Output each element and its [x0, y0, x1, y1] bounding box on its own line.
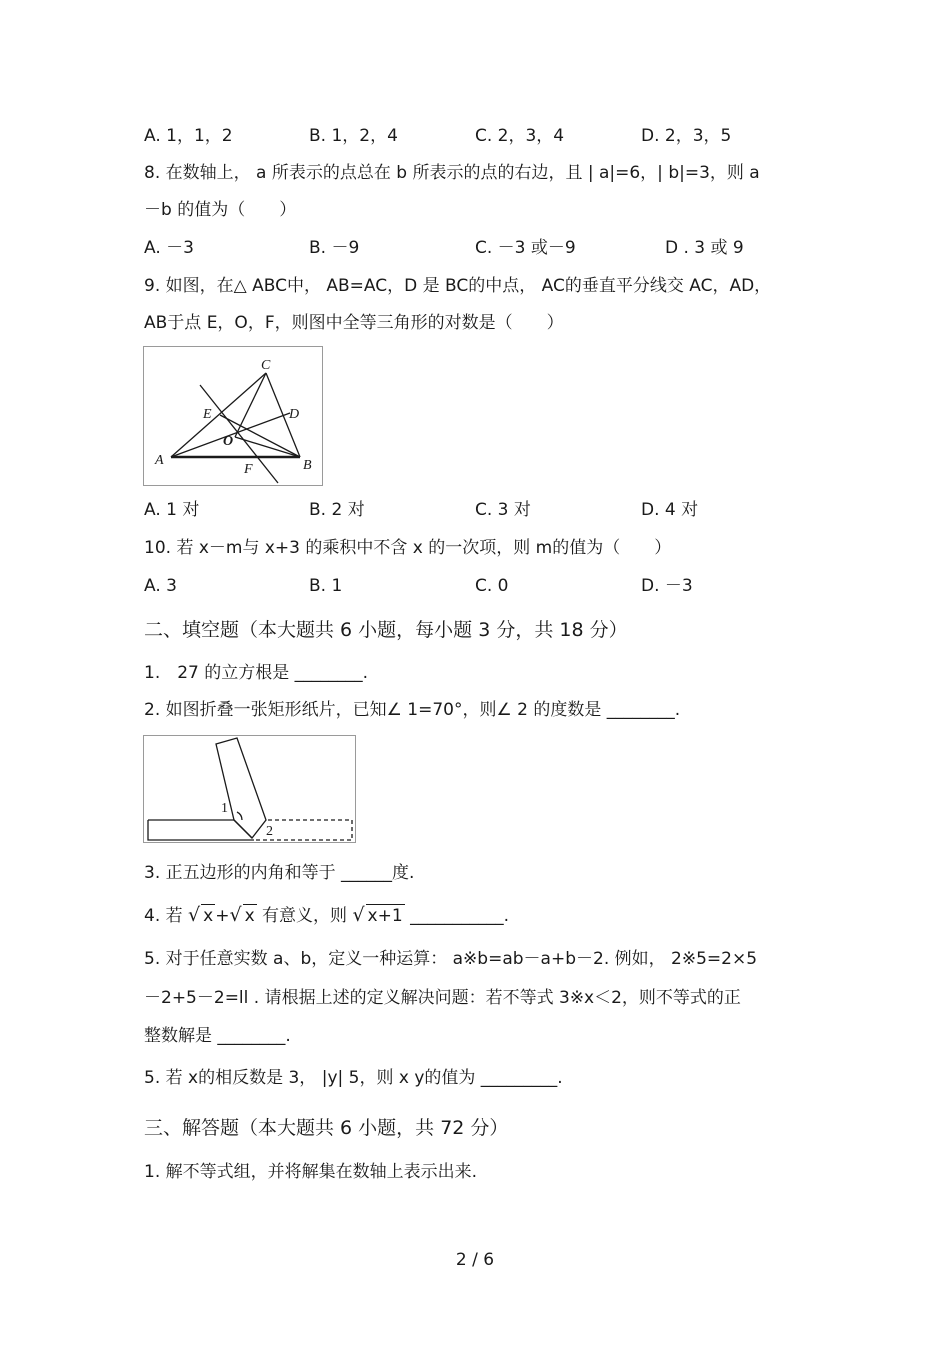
q8-option-b: B. －9 — [309, 238, 360, 258]
q9-triangle-figure — [143, 346, 323, 486]
q9-option-a: A. 1 对 — [144, 500, 200, 520]
q10-text: 10. 若 x－m与 x+3 的乘积中不含 x 的一次项，则 m的值为（ ） — [144, 538, 672, 558]
fill-q5-line3: 整数解是 ________. — [144, 1026, 291, 1046]
q10-option-c: C. 0 — [475, 576, 509, 596]
q7-option-d: D. 2，3，5 — [641, 126, 732, 146]
angle-1-label: 1 — [221, 801, 228, 816]
q9-option-b: B. 2 对 — [309, 500, 365, 520]
fill-q4-radicand-1: x — [203, 906, 214, 926]
label-a: A — [155, 453, 164, 468]
q8-text-line2: －b 的值为（ ） — [144, 200, 297, 220]
label-d: D — [289, 407, 300, 422]
fill-q5-line1: 5. 对于任意实数 a、b，定义一种运算： a※b=ab－a+b－2. 例如， 2※5=2×5 — [144, 949, 758, 969]
radical-sign-icon: √ — [229, 904, 242, 926]
label-o: O — [223, 434, 234, 449]
label-f: F — [244, 462, 253, 477]
q10-option-b: B. 1 — [309, 576, 343, 596]
solve-q1: 1. 解不等式组，并将解集在数轴上表示出来. — [144, 1162, 478, 1182]
q8-option-d: D . 3 或 9 — [665, 238, 744, 258]
fill-q6: 5. 若 x的相反数是 3， |y| 5，则 x y的值为 _________. — [144, 1068, 563, 1088]
section3-heading: 三、解答题（本大题共 6 小题，共 72 分） — [144, 1117, 509, 1139]
fill-q4-radicand-2: x — [244, 906, 255, 926]
q8-text-line1: 8. 在数轴上， a 所表示的点总在 b 所表示的点的右边，且 | a|=6，| b|=3，则 a — [144, 163, 760, 183]
fold-rectangle-figure — [143, 735, 356, 843]
side-ac — [171, 373, 266, 457]
q10-option-a: A. 3 — [144, 576, 177, 596]
fill-q2: 2. 如图折叠一张矩形纸片，已知∠ 1=70°，则∠ 2 的度数是 ________. — [144, 700, 681, 720]
q9-text-line1: 9. 如图，在△ ABC中， AB=AC，D 是 BC的中点， AC的垂直平分线交 AC，AD， — [144, 276, 772, 296]
fill-q4-prefix: 4. 若 — [144, 906, 189, 926]
fill-q4-radicand-3: x+1 — [367, 906, 403, 926]
label-b: B — [303, 458, 312, 473]
folded-paper-diagram — [144, 736, 355, 842]
fill-q1: 1. 27 的立方根是 ________. — [144, 663, 369, 683]
fill-q4-plus: + — [215, 906, 230, 926]
q9-option-c: C. 3 对 — [475, 500, 531, 520]
triangle-diagram — [144, 347, 322, 485]
q7-option-b: B. 1，2，4 — [309, 126, 398, 146]
fill-q5-line2: －2+5－2=ll . 请根据上述的定义解决问题：若不等式 3※x＜2，则不等式的正 — [144, 988, 741, 1008]
q9-text-line2: AB于点 E，O，F，则图中全等三角形的对数是（ ） — [144, 313, 564, 333]
page-number: 2 / 6 — [455, 1250, 495, 1270]
q9-option-d: D. 4 对 — [641, 500, 699, 520]
fill-q4-blank: ___________. — [404, 906, 509, 926]
q7-option-c: C. 2，3，4 — [475, 126, 565, 146]
q7-option-a: A. 1，1，2 — [144, 126, 233, 146]
angle-2-label: 2 — [266, 824, 273, 839]
label-c: C — [261, 358, 271, 373]
perpendicular-bisector — [200, 385, 278, 483]
fill-q4-middle: 有意义，则 — [256, 906, 353, 926]
folded-strip — [216, 738, 266, 838]
fill-q3: 3. 正五边形的内角和等于 ______度. — [144, 863, 415, 883]
section2-heading: 二、填空题（本大题共 6 小题，每小题 3 分，共 18 分） — [144, 619, 628, 641]
q8-option-c: C. －3 或－9 — [475, 238, 576, 258]
label-e: E — [203, 407, 212, 422]
radical-sign-icon: √ — [352, 904, 365, 926]
fill-q4 — [144, 904, 509, 927]
q10-option-d: D. －3 — [641, 576, 693, 596]
q8-option-a: A. －3 — [144, 238, 194, 258]
radical-sign-icon: √ — [188, 904, 201, 926]
